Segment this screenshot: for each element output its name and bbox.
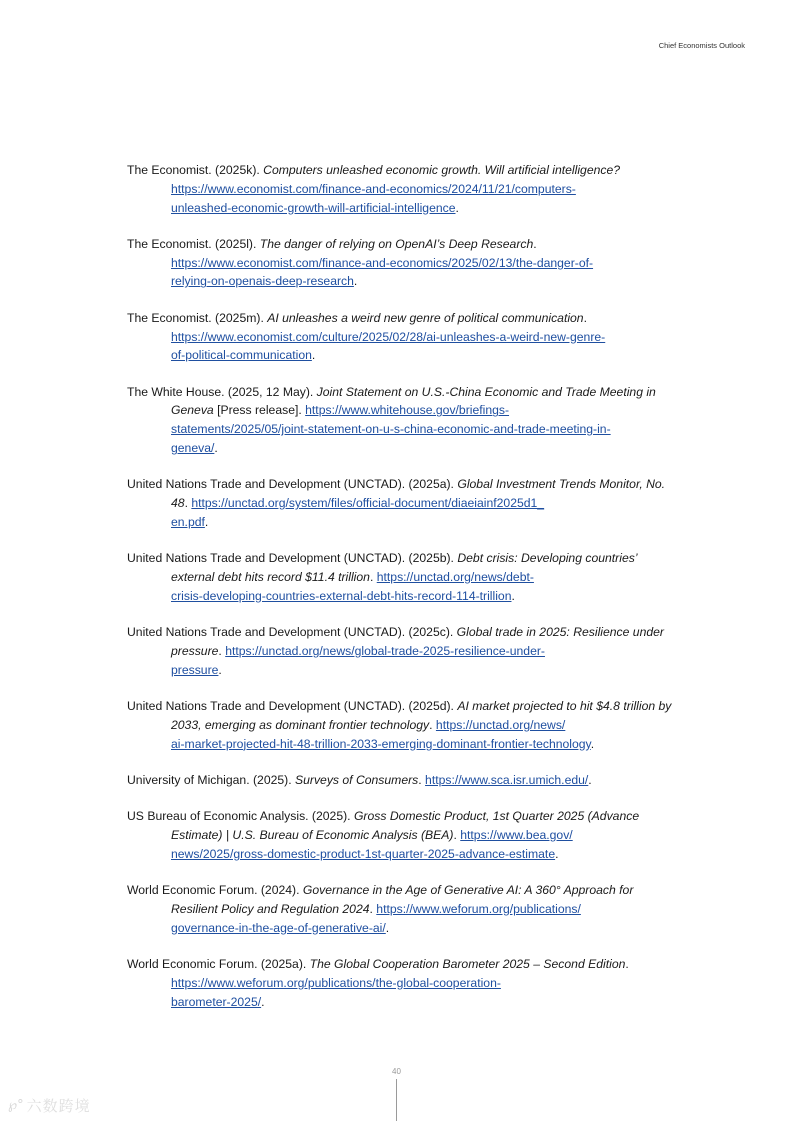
reference-lead: United Nations Trade and Development (UNCTAD). (2025b). [127, 551, 458, 566]
reference-item: World Economic Forum. (2025a). The Global Cooperation Barometer 2025 – Second Edition. https://www.weforum.org/publications/the-global-cooperation- barometer-2025/. [127, 957, 629, 1009]
reference-lead: The Economist. (2025l). [127, 236, 260, 251]
reference-mid: . [583, 310, 587, 325]
watermark-logo-icon: ℘° [8, 1098, 24, 1113]
reference-lead: World Economic Forum. (2024). [127, 883, 303, 898]
reference-mid: . [418, 772, 426, 787]
reference-mid: . [625, 957, 629, 971]
reference-link[interactable]: https://unctad.org/news/debt- crisis-developing-countries-external-debt-hits-record-114-trillion [171, 570, 534, 603]
reference-link[interactable]: https://www.weforum.org/publications/the-global-cooperation- barometer-2025/ [171, 975, 501, 1009]
reference-item: The Economist. (2025l). The danger of relying on OpenAI’s Deep Research. https://www.economist.com/finance-and-economics/2025/02/13/the-danger-of- relying-on-openais-deep-research. [127, 236, 594, 289]
reference-item: The White House. (2025, 12 May). Joint Statement on U.S.-China Economic and Trade Meeting in Geneva [Press release]. https://www.whitehouse.gov/briefings- statements/2025/05/joint-statement-on-u-s-china-economic-and-trade-meeting-in- geneva/. [127, 384, 656, 456]
reference-list [127, 161, 672, 1029]
reference-title: Surveys of Consumers [294, 772, 419, 787]
reference-link[interactable]: https://unctad.org/system/files/official-document/diaeiainf2025d1_ en.pdf [171, 496, 545, 529]
reference-mid: . [369, 570, 377, 585]
reference-title: AI market projected to hit $4.8 trillion by 2033, emerging as dominant frontier technology [171, 699, 672, 732]
reference-lead: United Nations Trade and Development (UNCTAD). (2025a). [127, 477, 458, 492]
reference-mid: . [369, 901, 377, 916]
reference-lead: United Nations Trade and Development (UNCTAD). (2025d). [127, 699, 458, 714]
reference-title: Debt crisis: Developing countries’ external debt hits record $11.4 trillion [171, 551, 637, 585]
reference-mid: . [184, 496, 192, 511]
reference-mid: . [218, 643, 226, 658]
reference-item: The Economist. (2025m). AI unleashes a weird new genre of political communication. https://www.economist.com/culture/2025/02/28/ai-unleashes-a-weird-new-genre- of-political-communication. [127, 310, 606, 363]
page-number: 40 [392, 1067, 401, 1076]
reference-title: Joint Statement on U.S.-China Economic and Trade Meeting in Geneva [171, 384, 656, 418]
reference-mid: . [429, 717, 436, 732]
watermark [8, 1095, 91, 1116]
reference-item: University of Michigan. (2025). Surveys of Consumers. https://www.sca.isr.umich.edu/. [127, 772, 592, 787]
reference-item: US Bureau of Economic Analysis. (2025). Gross Domestic Product, 1st Quarter 2025 (Advance Estimate) | U.S. Bureau of Economic Analysis (BEA). https://www.bea.gov/ news/2025/gross-domestic-product-1st-quarter-2025-advance-estimate. [127, 809, 640, 861]
reference-mid: . [453, 828, 461, 843]
reference-lead: World Economic Forum. (2025a). [127, 957, 310, 971]
reference-link[interactable]: https://unctad.org/news/global-trade-2025-resilience-under- pressure [171, 643, 545, 677]
reference-lead: US Bureau of Economic Analysis. (2025). [127, 809, 354, 824]
reference-title: Global trade in 2025: Resilience under pressure [171, 625, 664, 658]
running-header: Chief Economists Outlook [658, 41, 745, 50]
reference-title: Gross Domestic Product, 1st Quarter 2025 (Advance Estimate) | U.S. Bureau of Economic Analysis (BEA) [171, 809, 640, 843]
reference-lead: The Economist. (2025m). [127, 310, 268, 325]
reference-item: United Nations Trade and Development (UNCTAD). (2025b). Debt crisis: Developing countries’ external debt hits record $11.4 trillion. https://unctad.org/news/debt- crisis-developing-countries-external-debt-hits-record-114-trillion. [127, 551, 637, 603]
reference-link[interactable]: https://www.bea.gov/ news/2025/gross-domestic-product-1st-quarter-2025-advance-estimate [171, 828, 573, 861]
reference-title: The Global Cooperation Barometer 2025 – Second Edition [309, 957, 626, 971]
reference-item: United Nations Trade and Development (UNCTAD). (2025a). Global Investment Trends Monitor, No. 48. https://unctad.org/system/files/official-document/diaeiainf2025d1_ en.pdf. [127, 477, 666, 529]
reference-mid: [Press release]. [213, 403, 306, 418]
reference-title: The danger of relying on OpenAI’s Deep Research [259, 236, 534, 251]
reference-link[interactable]: https://unctad.org/news/ ai-market-projected-hit-48-trillion-2033-emerging-dominant-frontier-technology [171, 717, 591, 751]
reference-lead: The White House. (2025, 12 May). [127, 384, 317, 399]
page-divider [396, 1079, 397, 1121]
reference-lead: University of Michigan. (2025). [127, 772, 295, 787]
reference-link[interactable]: https://www.sca.isr.umich.edu/ [425, 772, 589, 787]
reference-lead: The Economist. (2025k). [127, 163, 264, 177]
reference-title: Computers unleashed economic growth. Will artificial intelligence? [263, 163, 621, 177]
reference-item: United Nations Trade and Development (UNCTAD). (2025d). AI market projected to hit $4.8 trillion by 2033, emerging as dominant frontier technology. https://unctad.org/news/ ai-market-projected-hit-48-trillion-2033-emerging-dominant-frontier-technology. [127, 699, 672, 751]
reference-mid: . [533, 236, 537, 251]
reference-item: United Nations Trade and Development (UNCTAD). (2025c). Global trade in 2025: Resilience under pressure. https://unctad.org/news/global-trade-2025-resilience-under- pressure. [127, 625, 664, 677]
reference-title: Governance in the Age of Generative AI: A 360° Approach for Resilient Policy and Regulation 2024 [171, 883, 634, 916]
reference-lead: United Nations Trade and Development (UNCTAD). (2025c). [127, 625, 457, 640]
reference-link[interactable]: https://www.economist.com/culture/2025/02/28/ai-unleashes-a-weird-new-genre- of-political-communication [171, 329, 606, 363]
reference-item: World Economic Forum. (2024). Governance in the Age of Generative AI: A 360° Approach for Resilient Policy and Regulation 2024. https://www.weforum.org/publications/ governance-in-the-age-of-generative-ai/. [127, 883, 634, 935]
reference-link[interactable]: https://www.economist.com/finance-and-economics/2024/11/21/computers- unleashed-economic-growth-will-artificial-intelligence [171, 181, 576, 215]
reference-link[interactable]: https://www.weforum.org/publications/ governance-in-the-age-of-generative-ai/ [171, 901, 581, 935]
reference-title: Global Investment Trends Monitor, No. 48 [171, 477, 666, 511]
reference-link[interactable]: https://www.whitehouse.gov/briefings- statements/2025/05/joint-statement-on-u-s-china-economic-and-trade-meeting-in- geneva/ [171, 403, 611, 456]
reference-item: The Economist. (2025k). Computers unleashed economic growth. Will artificial intelligence? https://www.economist.com/finance-and-economics/2024/11/21/computers- unleashed-economic-growth-will-artificial-intelligence. [127, 163, 621, 215]
reference-title: AI unleashes a weird new genre of political communication [267, 310, 584, 325]
watermark-text: 六数跨境 [26, 1097, 91, 1115]
reference-link[interactable]: https://www.economist.com/finance-and-economics/2025/02/13/the-danger-of- relying-on-openais-deep-research [171, 255, 594, 289]
